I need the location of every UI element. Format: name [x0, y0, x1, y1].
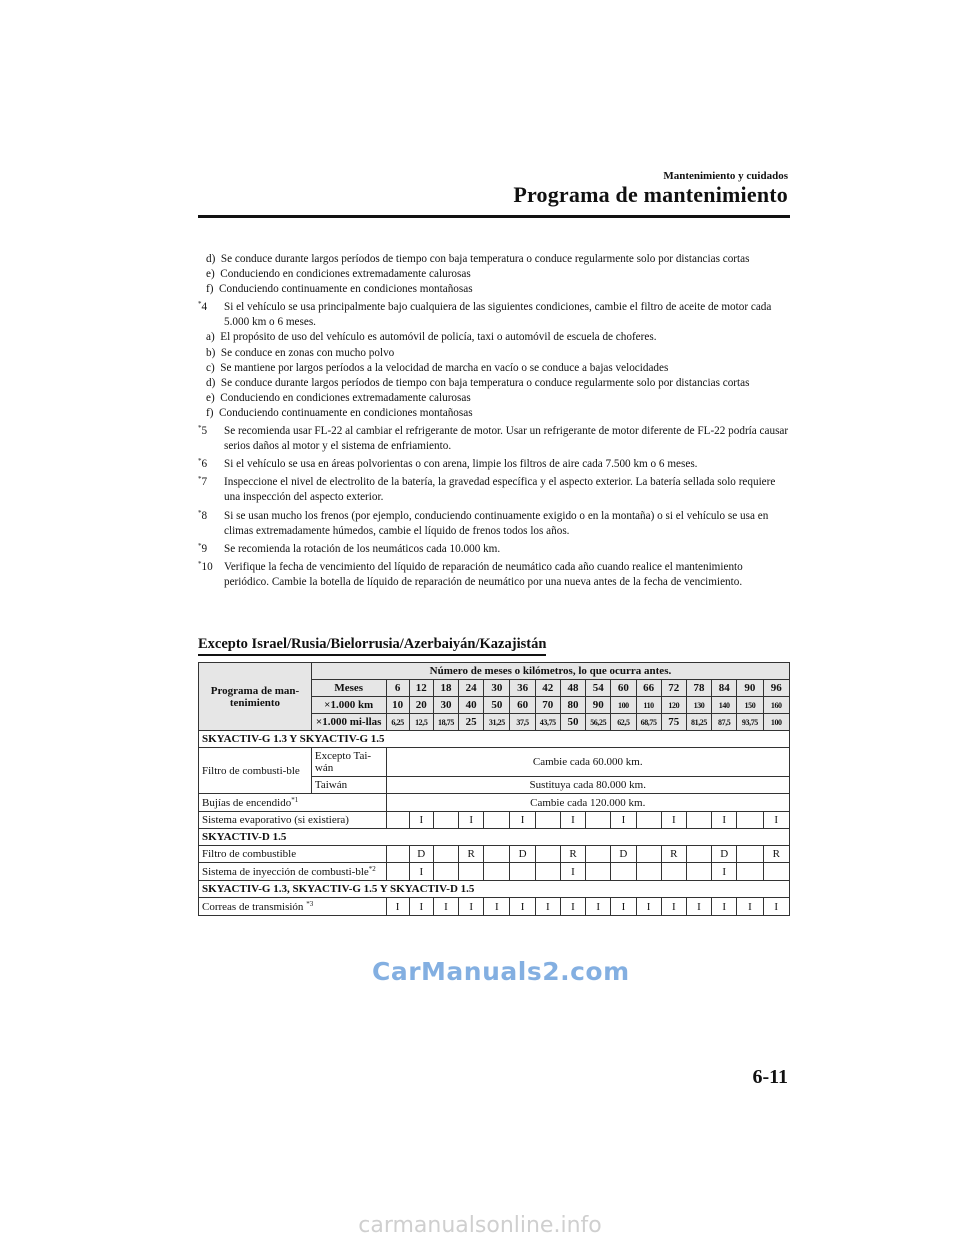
interval-cell: 66 [636, 680, 661, 697]
page-number: 6-11 [752, 1066, 788, 1088]
engine-heading: SKYACTIV-G 1.3, SKYACTIV-G 1.5 Y SKYACTIV-D 1.5 [199, 881, 790, 898]
interval-cell: 62,5 [611, 714, 636, 731]
footnote-4: *4 Si el vehículo se usa principalmente bajo cualquiera de las siguientes condiciones, cambie el filtro de aceite de motor cada 5.000 km o 6 meses. [198, 300, 772, 329]
schedule-mark: I [409, 898, 433, 916]
schedule-mark [586, 846, 611, 863]
schedule-mark: I [763, 812, 789, 829]
interval-cell: 20 [409, 697, 433, 714]
fuel-filter-label: Filtro de combusti-ble [199, 748, 312, 794]
schedule-mark [433, 863, 458, 881]
evap-label: Sistema evaporativo (si existiera) [199, 812, 387, 829]
schedule-mark: R [763, 846, 789, 863]
footnote-5: *5 Se recomienda usar FL-22 al cambiar el refrigerante de motor. Usar un refrigerante de motor diferente de FL-22 podría causar serios daños al motor y el sistema de enfriamiento. [198, 424, 789, 453]
schedule-mark [611, 863, 636, 881]
interval-cell: 80 [560, 697, 585, 714]
schedule-mark [636, 863, 661, 881]
interval-cell: 6 [386, 680, 409, 697]
note-item: d) Se conduce durante largos períodos de tiempo con baja temperatura o conduce regularmente solo por distancias cortas [206, 376, 750, 389]
note-item: c) Se mantiene por largos períodos a la velocidad de marcha en vacío o se conduce a bajas velocidades [206, 361, 669, 374]
schedule-mark: I [560, 898, 585, 916]
interval-cell: 68,75 [636, 714, 661, 731]
schedule-mark [686, 846, 711, 863]
interval-cell: 40 [459, 697, 484, 714]
injection-row [199, 863, 790, 881]
except-taiwan-label: Excepto Tai-wán [311, 748, 386, 777]
interval-cell: 150 [737, 697, 763, 714]
interval-cell: 54 [586, 680, 611, 697]
interval-cell: 72 [661, 680, 686, 697]
schedule-mark: I [409, 863, 433, 881]
schedule-mark [484, 812, 510, 829]
row-label: ×1.000 km [311, 697, 386, 714]
interval-cell: 36 [510, 680, 535, 697]
interval-cell: 160 [763, 697, 789, 714]
maintenance-table [198, 662, 790, 916]
interval-cell: 75 [661, 714, 686, 731]
diesel-filter-row [199, 846, 790, 863]
schedule-mark [386, 812, 409, 829]
schedule-mark [686, 812, 711, 829]
interval-cell: 50 [560, 714, 585, 731]
schedule-mark [737, 863, 763, 881]
interval-cell: 30 [484, 680, 510, 697]
schedule-mark: I [661, 812, 686, 829]
interval-cell: 93,75 [737, 714, 763, 731]
schedule-mark: I [459, 812, 484, 829]
schedule-mark [433, 812, 458, 829]
interval-cell: 90 [737, 680, 763, 697]
schedule-mark: I [737, 898, 763, 916]
schedule-mark: I [611, 898, 636, 916]
footnote-8: *8 Si se usan mucho los frenos (por ejemplo, conduciendo continuamente exigido o en la montaña) o si el vehículo se usa en climas extremadamente húmedos, cambie el líquido de frenos todos los años. [198, 508, 769, 537]
interval-cell: 6,25 [386, 714, 409, 731]
schedule-mark [737, 812, 763, 829]
interval-cell: 96 [763, 680, 789, 697]
belts-row [199, 898, 790, 916]
note-item: e) Conduciendo en condiciones extremadamente calurosas [206, 268, 471, 281]
interval-cell: 84 [712, 680, 737, 697]
footnotes [198, 252, 790, 590]
schedule-mark [763, 863, 789, 881]
schedule-mark: I [409, 812, 433, 829]
schedule-mark: I [535, 898, 560, 916]
running-header-title: Programa de mantenimiento [513, 182, 788, 207]
watermark: CarManuals2.com [372, 957, 630, 986]
interval-cell: 25 [459, 714, 484, 731]
spark-plugs-value: Cambie cada 120.000 km. [386, 794, 790, 812]
interval-cell: 50 [484, 697, 510, 714]
interval-cell: 18 [433, 680, 458, 697]
note-item: f) Conduciendo continuamente en condiciones montañosas [206, 283, 473, 296]
schedule-mark [636, 812, 661, 829]
schedule-mark [386, 863, 409, 881]
interval-cell: 30 [433, 697, 458, 714]
interval-cell: 42 [535, 680, 560, 697]
interval-cell: 90 [586, 697, 611, 714]
engine-heading: SKYACTIV-D 1.5 [199, 829, 790, 846]
schedule-mark [586, 812, 611, 829]
interval-cell: 10 [386, 697, 409, 714]
interval-cell: 56,25 [586, 714, 611, 731]
interval-cell: 24 [459, 680, 484, 697]
schedule-mark [484, 846, 510, 863]
interval-cell: 60 [611, 680, 636, 697]
schedule-mark: I [586, 898, 611, 916]
schedule-mark: I [712, 898, 737, 916]
schedule-mark: I [510, 898, 535, 916]
interval-cell: 87,5 [712, 714, 737, 731]
running-header-section: Mantenimiento y cuidados [663, 170, 788, 182]
schedule-mark [636, 846, 661, 863]
interval-cell: 120 [661, 697, 686, 714]
schedule-mark: R [560, 846, 585, 863]
row-label: Meses [311, 680, 386, 697]
schedule-mark [535, 846, 560, 863]
schedule-mark: I [686, 898, 711, 916]
schedule-mark [510, 863, 535, 881]
evap-row [199, 812, 790, 829]
schedule-mark: I [433, 898, 458, 916]
schedule-mark: R [459, 846, 484, 863]
except-taiwan-value: Cambie cada 60.000 km. [386, 748, 790, 777]
interval-cell: 130 [686, 697, 711, 714]
interval-cell: 78 [686, 680, 711, 697]
interval-cell: 81,25 [686, 714, 711, 731]
interval-cell: 110 [636, 697, 661, 714]
schedule-mark [535, 812, 560, 829]
interval-cell: 12,5 [409, 714, 433, 731]
schedule-mark: I [636, 898, 661, 916]
schedule-mark [433, 846, 458, 863]
schedule-mark: I [386, 898, 409, 916]
diesel-filter-label: Filtro de combustible [199, 846, 387, 863]
note-item: a) El propósito de uso del vehículo es automóvil de policía, taxi o automóvil de escuela de choferes. [206, 331, 657, 344]
interval-cell: 31,25 [484, 714, 510, 731]
footnote-6: *6 Si el vehículo se usa en áreas polvorientas o con arena, limpie los filtros de aire cada 7.500 km o 6 meses. [198, 457, 698, 471]
schedule-mark: I [763, 898, 789, 916]
spark-plugs-label: Bujías de encendido$^{*1}$ [199, 794, 387, 812]
belts-label: Correas de transmisión $^{*3}$ [199, 898, 387, 916]
schedule-mark [484, 863, 510, 881]
footnote-10: *10 Verifique la fecha de vencimiento del líquido de reparación de neumático cada año cuando realice el mantenimiento periódico. Cambie la botella de líquido de reparación de neumático por una nueva antes de la fecha de vencimiento. [198, 559, 743, 588]
interval-cell: 100 [611, 697, 636, 714]
schedule-mark [686, 863, 711, 881]
taiwan-label: Taiwán [311, 777, 386, 794]
interval-cell: 43,75 [535, 714, 560, 731]
table-span-header: Número de meses o kilómetros, lo que ocurra antes. [311, 663, 789, 680]
schedule-mark [586, 863, 611, 881]
table-corner-label: Programa de man-tenimiento [199, 663, 312, 731]
schedule-mark [459, 863, 484, 881]
engine-heading: SKYACTIV-G 1.3 Y SKYACTIV-G 1.5 [199, 731, 790, 748]
interval-cell: 60 [510, 697, 535, 714]
schedule-mark: I [712, 812, 737, 829]
interval-cell: 37,5 [510, 714, 535, 731]
schedule-mark: D [510, 846, 535, 863]
taiwan-value: Sustituya cada 80.000 km. [386, 777, 790, 794]
schedule-mark [661, 863, 686, 881]
schedule-mark: I [510, 812, 535, 829]
schedule-mark: I [560, 812, 585, 829]
schedule-mark [386, 846, 409, 863]
schedule-mark: D [611, 846, 636, 863]
schedule-mark: I [459, 898, 484, 916]
footer-site: carmanualsonline.info [358, 1213, 602, 1238]
footnote-9: *9 Se recomienda la rotación de los neumáticos cada 10.000 km. [198, 541, 501, 555]
schedule-mark: D [712, 846, 737, 863]
note-item: b) Se conduce en zonas con mucho polvo [206, 346, 395, 359]
interval-cell: 70 [535, 697, 560, 714]
interval-cell: 48 [560, 680, 585, 697]
interval-cell: 100 [763, 714, 789, 731]
schedule-mark [737, 846, 763, 863]
schedule-mark: I [611, 812, 636, 829]
schedule-mark: I [661, 898, 686, 916]
injection-label: Sistema de inyección de combusti-ble$^{*2}$ [199, 863, 387, 881]
footnote-7: *7 Inspeccione el nivel de electrolito de la batería, la gravedad específica y el aspecto exterior. La batería sellada solo requiere una inspección del aspecto exterior. [198, 475, 776, 504]
schedule-mark: D [409, 846, 433, 863]
schedule-mark [535, 863, 560, 881]
schedule-mark: I [712, 863, 737, 881]
note-item: d) Se conduce durante largos períodos de tiempo con baja temperatura o conduce regularmente solo por distancias cortas [206, 253, 750, 265]
section-heading: Excepto Israel/Rusia/Bielorrusia/Azerbaiyán/Kazajistán [198, 636, 546, 656]
schedule-mark: R [661, 846, 686, 863]
interval-cell: 12 [409, 680, 433, 697]
header-rule [198, 215, 790, 218]
schedule-mark: I [560, 863, 585, 881]
interval-cell: 18,75 [433, 714, 458, 731]
schedule-mark: I [484, 898, 510, 916]
note-item: f) Conduciendo continuamente en condiciones montañosas [206, 406, 473, 419]
note-item: e) Conduciendo en condiciones extremadamente calurosas [206, 391, 471, 404]
row-label: ×1.000 mi-llas [311, 714, 386, 731]
interval-cell: 140 [712, 697, 737, 714]
